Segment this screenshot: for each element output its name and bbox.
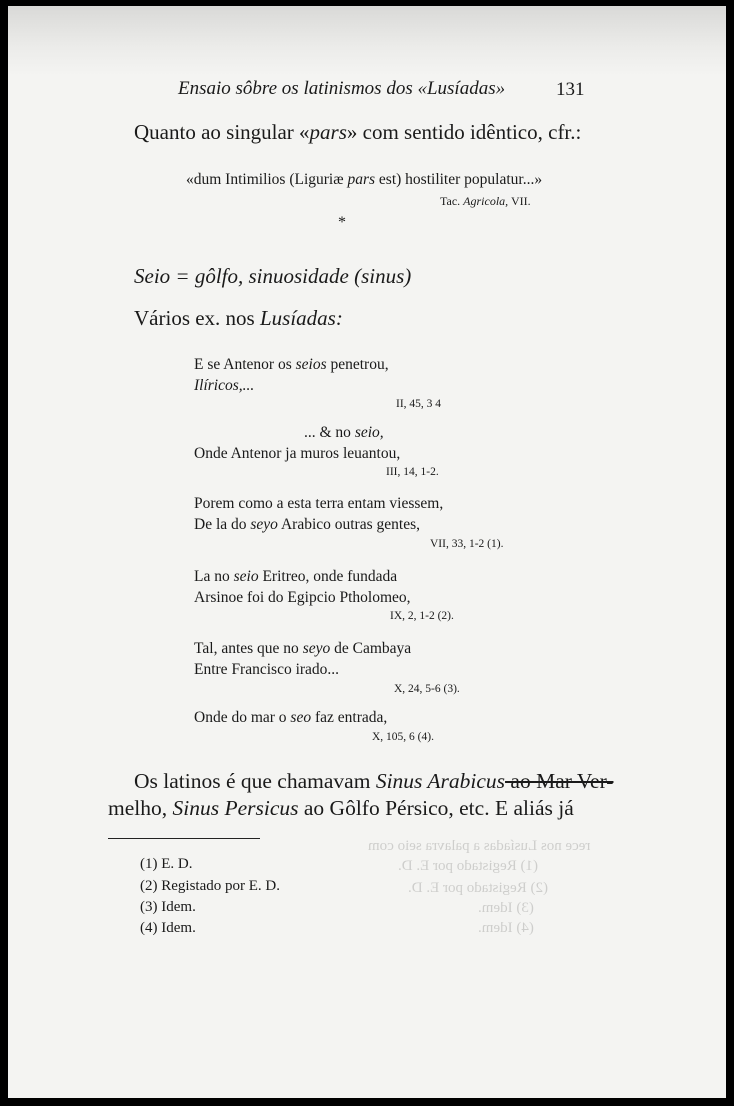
intro-pars-word: pars	[309, 120, 347, 144]
footnote-mark: (1)	[140, 856, 158, 872]
verse-line	[194, 356, 389, 374]
footnote-text: Registado por E. D.	[161, 878, 280, 894]
show-through-text: rece nos Lusíadas a palavra seio com	[368, 838, 591, 854]
verse-line: Arsinoe foi do Egipcio Ptholomeo,	[194, 589, 411, 606]
intro-line	[134, 120, 581, 145]
verse-keyword: seyo	[302, 640, 331, 657]
verse-text: Eritreo, onde fundada	[258, 568, 398, 585]
closing-text: Os latinos é que chamavam	[134, 769, 376, 793]
footnote	[140, 899, 196, 916]
closing-line-1	[134, 769, 613, 794]
verse-text: faz entrada,	[311, 709, 388, 726]
verse-line	[304, 424, 384, 442]
verse-line	[194, 709, 387, 727]
show-through-text: (3) Idem.	[478, 900, 534, 916]
book-page	[8, 6, 726, 1098]
quote-text: «dum Intimilios (Liguriæ	[186, 171, 348, 188]
section-marker: *	[338, 214, 346, 231]
quote-pars-word: pars	[347, 171, 376, 188]
footnote	[140, 856, 193, 873]
intro-text-end: » com sentido idêntico, cfr.:	[346, 120, 582, 144]
footnote-mark: (4)	[140, 920, 158, 936]
citation-work: Agricola,	[463, 194, 509, 208]
footnote-rule	[108, 838, 260, 839]
examples-intro-text: Vários ex. nos	[134, 306, 260, 330]
verse-text: Arabico outras gentes,	[277, 516, 420, 533]
verse-line	[194, 377, 254, 395]
footnote	[140, 878, 280, 895]
verse-line	[194, 640, 411, 658]
closing-line-2	[108, 796, 584, 821]
intro-text: Quanto ao singular «	[134, 120, 310, 144]
verse-line: Porem como a esta terra entam viessem,	[194, 495, 444, 512]
verse-line	[194, 516, 420, 534]
verse-text: de Cambaya	[330, 640, 412, 657]
verse-keyword: seo	[290, 709, 312, 726]
closing-latin-term: Sinus Persicus	[172, 796, 299, 820]
verse-keyword: seios	[295, 356, 327, 373]
verse-text: La no	[194, 568, 234, 585]
show-through-text: (1) Registado por E. D.	[398, 858, 538, 874]
verse-keyword: seyo	[250, 516, 278, 533]
closing-text-struck: ao Mar Ver-	[505, 769, 614, 793]
verse-text: Ilíricos,...	[194, 377, 255, 394]
closing-latin-term: Sinus Arabicus	[375, 769, 506, 793]
examples-intro-work: Lusíadas:	[259, 306, 343, 330]
verse-keyword: seio,	[354, 424, 384, 441]
verse-keyword: seio	[233, 568, 259, 585]
show-through-text: (4) Idem.	[478, 920, 534, 936]
citation-ref: VII.	[508, 194, 531, 208]
verse-text: De la do	[194, 516, 251, 533]
footnote-mark: (3)	[140, 899, 158, 915]
show-through-text: (2) Registado por E. D.	[408, 880, 548, 896]
verse-text: Onde do mar o	[194, 709, 291, 726]
verse-reference: VII, 33, 1-2 (1).	[430, 538, 504, 550]
verse-reference: II, 45, 3 4	[396, 398, 442, 410]
examples-intro	[134, 306, 343, 331]
verse-reference: X, 24, 5-6 (3).	[394, 683, 460, 695]
closing-text: ao Gôlfo Pérsico, etc. E aliás já	[298, 796, 574, 820]
verse-reference: IX, 2, 1-2 (2).	[390, 610, 454, 622]
footnote-text: E. D.	[161, 856, 193, 872]
quote-citation	[440, 194, 531, 209]
quote-text-end: est) hostiliter populatur...»	[375, 171, 543, 188]
verse-text: penetrou,	[326, 356, 389, 373]
page-number: 131	[556, 79, 585, 100]
verse-reference: X, 105, 6 (4).	[372, 731, 434, 743]
verse-text: ... & no	[304, 424, 355, 441]
section-heading: Seio = gôlfo, sinuosidade (sinus)	[134, 264, 412, 288]
footnote	[140, 920, 196, 937]
footnote-text: Idem.	[161, 920, 196, 936]
closing-text: melho,	[108, 796, 173, 820]
citation-author: Tac.	[440, 194, 464, 208]
verse-reference: III, 14, 1-2.	[386, 466, 439, 478]
verse-line: Onde Antenor ja muros leuantou,	[194, 445, 401, 462]
running-title: Ensaio sôbre os latinismos dos «Lusíadas»	[178, 78, 506, 99]
footnote-mark: (2)	[140, 878, 158, 894]
verse-text: E se Antenor os	[194, 356, 296, 373]
footnote-text: Idem.	[161, 899, 196, 915]
verse-text: Tal, antes que no	[194, 640, 303, 657]
latin-quote	[186, 171, 542, 189]
verse-line: Entre Francisco irado...	[194, 661, 340, 678]
verse-line	[194, 568, 397, 586]
